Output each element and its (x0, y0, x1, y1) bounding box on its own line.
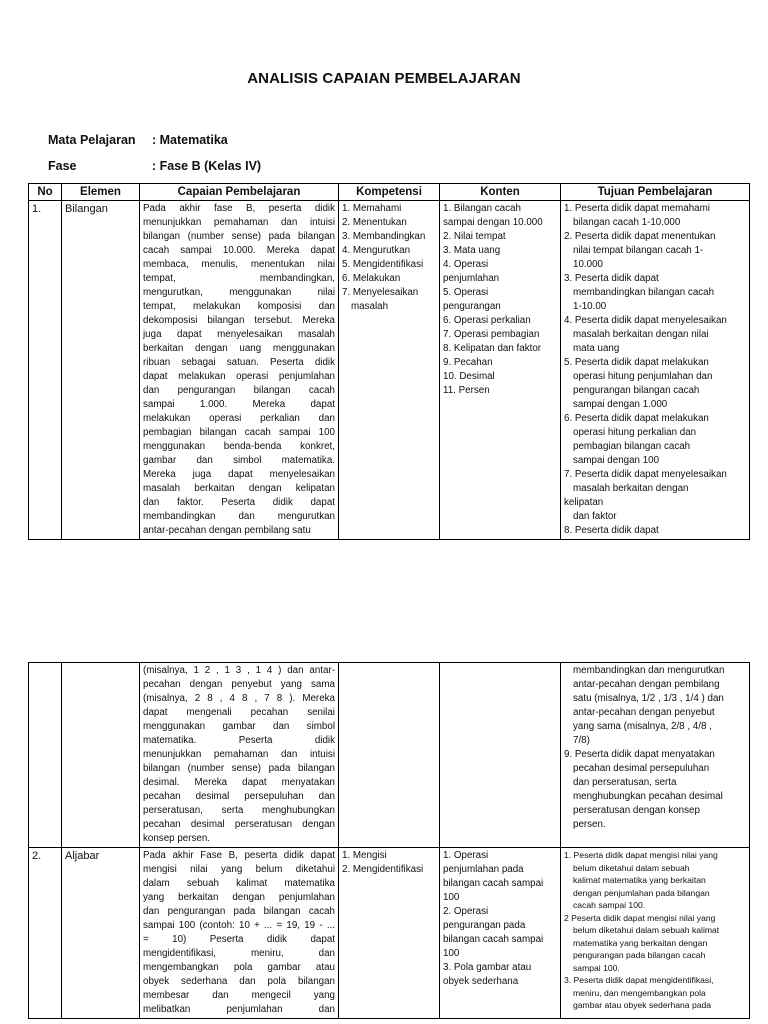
cell-line: bilangan cacah sampai (443, 878, 544, 889)
cell-line: 6. Melakukan (342, 273, 401, 284)
cell-line: 1. Peserta didik dapat memahami (564, 203, 710, 214)
header-elemen: Elemen (62, 184, 140, 201)
cell-line: 1. Operasi (443, 850, 489, 861)
cell-line: operasi hitung perkalian dan (573, 427, 697, 438)
cell-line: bilangan cacah sampai (443, 934, 544, 945)
row-number (29, 663, 62, 848)
konten-cell (440, 201, 561, 540)
cell-line: sampai 1.000. Mereka dapat (143, 399, 335, 410)
cell-line: dan perseratusan, serta (573, 777, 677, 788)
cell-line: 11. Persen (443, 385, 490, 396)
cell-line: dapat mengenali pecahan senilai (143, 707, 335, 718)
cell-line: 8. Kelipatan dan faktor (443, 343, 542, 354)
cell-line: 1. Mengisi (342, 850, 387, 861)
cell-line: membaca, menulis, menentukan nilai (143, 259, 335, 270)
cell-line: 100 (443, 892, 460, 903)
cell-line: masalah berkaitan dengan kelipatan (143, 483, 335, 494)
cell-line: mengisi nilai yang belum diketahui (143, 864, 335, 875)
cell-line: 7. Peserta didik dapat menyelesaikan (564, 469, 727, 480)
cell-line: = 10) Peserta didik dapat (143, 934, 335, 945)
cell-line: obyek sederhana (443, 976, 519, 987)
cell-line: pengurangan pada (443, 920, 526, 931)
subject-row (48, 133, 228, 147)
cell-line: nilai tempat bilangan cacah 1- (573, 245, 704, 256)
cell-line: kelipatan (564, 497, 604, 508)
cell-line: 1. Bilangan cacah (443, 203, 521, 214)
kompetensi-cell (339, 848, 440, 1019)
cell-line: perseratusan, serta menghubungkan (143, 805, 335, 816)
cell-line: pengurangan (443, 301, 501, 312)
phase-row (48, 159, 261, 173)
cell-line: konsep persen. (143, 833, 210, 844)
cell-line: 10. Desimal (443, 371, 495, 382)
cell-line: pecahan desimal persepuluhan dan (143, 791, 335, 802)
header-capaian: Capaian Pembelajaran (140, 184, 339, 201)
cell-line: perseratusan dengan konsep (573, 805, 700, 816)
cell-line: desimal. Mereka dapat menyatakan (143, 777, 335, 788)
cell-line: sampai 100. (573, 962, 620, 973)
cell-line: masalah berkaitan dengan nilai (573, 329, 709, 340)
cell-line: belum diketahui dalam sebuah (573, 862, 690, 873)
cell-line: 7/8) (573, 735, 590, 746)
cell-line: 4. Operasi (443, 259, 489, 270)
cell-line: 1. Peserta didik dapat mengisi nilai yang (564, 850, 718, 860)
cell-line: ribuan sebagai satuan. Peserta didik (143, 357, 335, 368)
table-row (29, 201, 750, 540)
capaian-cell (140, 848, 339, 1019)
cell-line: penjumlahan (443, 273, 500, 284)
cell-line: 2. Menentukan (342, 217, 407, 228)
cell-line: (misalnya, 1 2 , 1 3 , 1 4 ) dan antar- (143, 665, 335, 676)
cell-line: juga dapat menyelesaikan masalah (143, 329, 335, 340)
cell-line: 100 (443, 948, 460, 959)
header-kompetensi: Kompetensi (339, 184, 440, 201)
cell-line: cacah sampai 100. (573, 900, 646, 910)
cell-line: dan faktor. Peserta didik dapat (143, 497, 335, 508)
cell-line: persen. (573, 819, 606, 830)
cell-line: dengan penjumlahan pada bilangan (573, 887, 710, 898)
cell-line: 1-10.00 (573, 301, 607, 312)
cell-line: membandingkan dan mengurutkan (573, 665, 725, 676)
row-elemen (62, 663, 140, 848)
capaian-cell (140, 201, 339, 540)
cell-line: dan pengurangan bilangan cacah (143, 385, 335, 396)
cell-line: pengurangan pada bilangan cacah (573, 950, 706, 960)
tujuan-cell (561, 663, 750, 848)
table-row (29, 663, 750, 848)
subject-value: : Matematika (152, 133, 228, 147)
cell-line: sampai dengan 10.000 (443, 217, 543, 228)
cell-line: bilangan (number sense) pada bilangan (143, 763, 335, 774)
cell-line: obyek sederhana dan pola bilangan (143, 976, 335, 987)
capaian-cell (140, 663, 339, 848)
cell-line: bilangan cacah 1-10.000 (573, 217, 681, 228)
cell-line: 2. Operasi (443, 906, 489, 917)
row-number: 1. (29, 201, 62, 540)
cell-line: yang sama (misalnya, 2/8 , 4/8 , (573, 721, 712, 732)
cell-line: tempat, melakukan komposisi dan (143, 301, 335, 312)
cell-line: 1. Memahami (342, 203, 402, 214)
cell-line: satu (misalnya, 1/2 , 1/3 , 1/4 ) dan (573, 693, 724, 704)
cell-line: sampai 100 (contoh: 10 + ... = 19, 19 - ... (143, 920, 335, 931)
cell-line: 3. Peserta didik dapat mengidentifikasi, (564, 975, 714, 985)
cell-line: 6. Operasi perkalian (443, 315, 531, 326)
konten-cell (440, 663, 561, 848)
cell-line: Pada akhir fase B, peserta didik (143, 203, 335, 214)
cell-line: dalam sebuah kalimat matematika (143, 878, 335, 889)
header-tujuan: Tujuan Pembelajaran (561, 184, 750, 201)
cell-line: penjumlahan pada (443, 864, 524, 875)
kompetensi-cell (339, 663, 440, 848)
cell-line: bilangan (number sense) pada bilangan (143, 231, 335, 242)
cell-line: 3. Mata uang (443, 245, 501, 256)
phase-value: : Fase B (Kelas IV) (152, 159, 262, 173)
cell-line: dan faktor (573, 511, 617, 522)
cp-table-part-2 (28, 662, 750, 1019)
document-title: ANALISIS CAPAIAN PEMBELAJARAN (247, 70, 521, 87)
cell-line: menunjukkan pemahaman dan intuisi (143, 749, 335, 760)
table-row (29, 848, 750, 1019)
cell-line: 6. Peserta didik dapat melakukan (564, 413, 709, 424)
cell-line: 3. Pola gambar atau (443, 962, 532, 973)
cell-line: 3. Peserta didik dapat (564, 273, 659, 284)
cell-line: 7. Operasi pembagian (443, 329, 540, 340)
cell-line: mengurutkan, menggunakan nilai (143, 287, 335, 298)
cell-line: antar-pecahan dengan pembilang (573, 679, 720, 690)
cell-line: 2. Nilai tempat (443, 231, 506, 242)
cell-line: mata uang (573, 343, 620, 354)
tujuan-cell (561, 848, 750, 1019)
cell-line: berkaitan dengan uang menggunakan (143, 343, 335, 354)
cell-line: 2 Peserta didik dapat mengisi nilai yang (564, 912, 716, 923)
cell-line: 5. Operasi (443, 287, 489, 298)
table-header-row (29, 184, 750, 201)
cell-line: membesar dan mengecil yang (143, 990, 335, 1001)
cell-line: melakukan operasi perkalian dan (143, 413, 335, 424)
cell-line: pembagian bilangan cacah sampai 100 (143, 427, 335, 438)
cell-line: dekomposisi bilangan tersebut. Mereka (143, 315, 335, 326)
cell-line: 8. Peserta didik dapat (564, 525, 659, 536)
cell-line: yang berkaitan dengan penjumlahan (143, 892, 335, 903)
cell-line: pengurangan bilangan cacah (573, 385, 700, 396)
cell-line: 2. Peserta didik dapat menentukan (564, 231, 716, 242)
cell-line: Pada akhir Fase B, peserta didik dapat (143, 850, 335, 861)
cell-line: matematika. Peserta didik (143, 735, 335, 746)
cell-line: membandingkan dan mengurutkan (143, 511, 335, 522)
cell-line: (misalnya, 2 8 , 4 8 , 7 8 ). Mereka (143, 693, 335, 704)
cell-line: melibatkan penjumlahan dan (143, 1004, 335, 1015)
cell-line: pecahan desimal perseratusan dengan (143, 819, 335, 830)
phase-label: Fase (48, 159, 77, 173)
cell-line: dapat melakukan operasi penjumlahan (143, 371, 335, 382)
cell-line: membandingkan bilangan cacah (573, 287, 715, 298)
kompetensi-cell (339, 201, 440, 540)
cell-line: 3. Membandingkan (342, 231, 426, 242)
cell-line: matematika yang berkaitan dengan (573, 937, 708, 948)
cell-line: mengembangkan pola gambar atau (143, 962, 335, 973)
cell-line: menggunakan benda-benda konkret, (143, 441, 335, 452)
cell-line: operasi hitung penjumlahan dan (573, 371, 713, 382)
cell-line: 4. Mengurutkan (342, 245, 411, 256)
row-number: 2. (29, 848, 62, 1019)
cell-line: 5. Peserta didik dapat melakukan (564, 357, 709, 368)
cell-line: pecahan dengan penyebut yang sama (143, 679, 335, 690)
cell-line: masalah berkaitan dengan (573, 483, 689, 494)
cell-line: kalimat matematika yang berkaitan (573, 875, 706, 885)
cell-line: cacah sampai 10.000. Mereka dapat (143, 245, 335, 256)
cell-line: 4. Peserta didik dapat menyelesaikan (564, 315, 727, 326)
cell-line: 7. Menyelesaikan (342, 287, 419, 298)
cell-line: antar-pecahan dengan pembilang satu (143, 525, 311, 536)
cell-line: tempat, membandingkan, (143, 273, 335, 284)
cell-line: 5. Mengidentifikasi (342, 259, 424, 270)
cell-line: menggunakan gambar dan simbol (143, 721, 335, 732)
cell-line: pecahan desimal persepuluhan (573, 763, 710, 774)
cell-line: menghubungkan pecahan desimal (573, 791, 723, 802)
cell-line: sampai dengan 1.000 (573, 399, 668, 410)
cell-line: pembagian bilangan cacah (573, 441, 691, 452)
cp-table-part-1 (28, 183, 750, 540)
cell-line: mengidentifikasi, meniru, dan (143, 948, 335, 959)
cell-line: antar-pecahan dengan penyebut (573, 707, 715, 718)
tujuan-cell (561, 201, 750, 540)
konten-cell (440, 848, 561, 1019)
header-no: No (29, 184, 62, 201)
header-konten: Konten (440, 184, 561, 201)
cell-line: 10.000 (573, 259, 603, 270)
subject-label: Mata Pelajaran (48, 133, 136, 147)
cell-line: menunjukkan pemahaman dan intuisi (143, 217, 335, 228)
row-elemen: Aljabar (62, 848, 140, 1019)
cell-line: Mereka juga dapat menyelesaikan (143, 469, 335, 480)
cell-line: masalah (351, 301, 389, 312)
cell-line: 9. Pecahan (443, 357, 493, 368)
cell-line: belum diketahui dalam sebuah kalimat (573, 925, 720, 935)
cell-line: sampai dengan 100 (573, 455, 660, 466)
cell-line: gambar dan simbol matematika. (143, 455, 335, 466)
cell-line: dan pengurangan pada bilangan cacah (143, 906, 335, 917)
cell-line: 9. Peserta didik dapat menyatakan (564, 749, 715, 760)
cell-line: meniru, dan mengembangkan pola (573, 987, 706, 998)
cell-line: gambar atau obyek sederhana pada (573, 1000, 712, 1010)
cell-line: 2. Mengidentifikasi (342, 864, 424, 875)
row-elemen: Bilangan (62, 201, 140, 540)
